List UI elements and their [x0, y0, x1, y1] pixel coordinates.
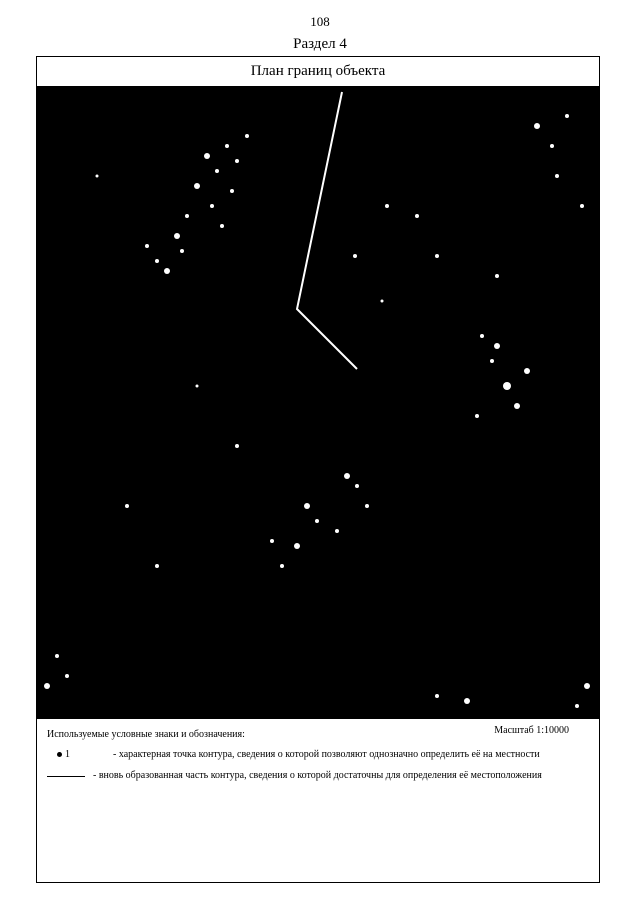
legend-header: Используемые условные знаки и обозначения:	[47, 729, 245, 740]
page-number: 108	[310, 14, 330, 29]
point-description: - характерная точка контура, сведения о которой позволяют однозначно определить её на местности	[113, 749, 540, 760]
legend	[37, 719, 599, 882]
document-frame	[36, 56, 600, 883]
point-dot-icon	[57, 752, 62, 757]
map-scale: Масштаб 1:10000	[494, 725, 569, 736]
map-image	[37, 86, 599, 719]
section-title: Раздел 4	[293, 36, 347, 52]
line-symbol-icon	[47, 776, 85, 777]
plan-title: План границ объекта	[37, 57, 599, 87]
point-symbol-label: 1	[65, 749, 70, 760]
line-description: - вновь образованная часть контура, сведения о которой достаточны для определения её местоположения	[93, 770, 542, 781]
legend-row-point	[57, 749, 597, 760]
point-symbol	[57, 749, 107, 760]
satellite-map	[37, 86, 599, 719]
